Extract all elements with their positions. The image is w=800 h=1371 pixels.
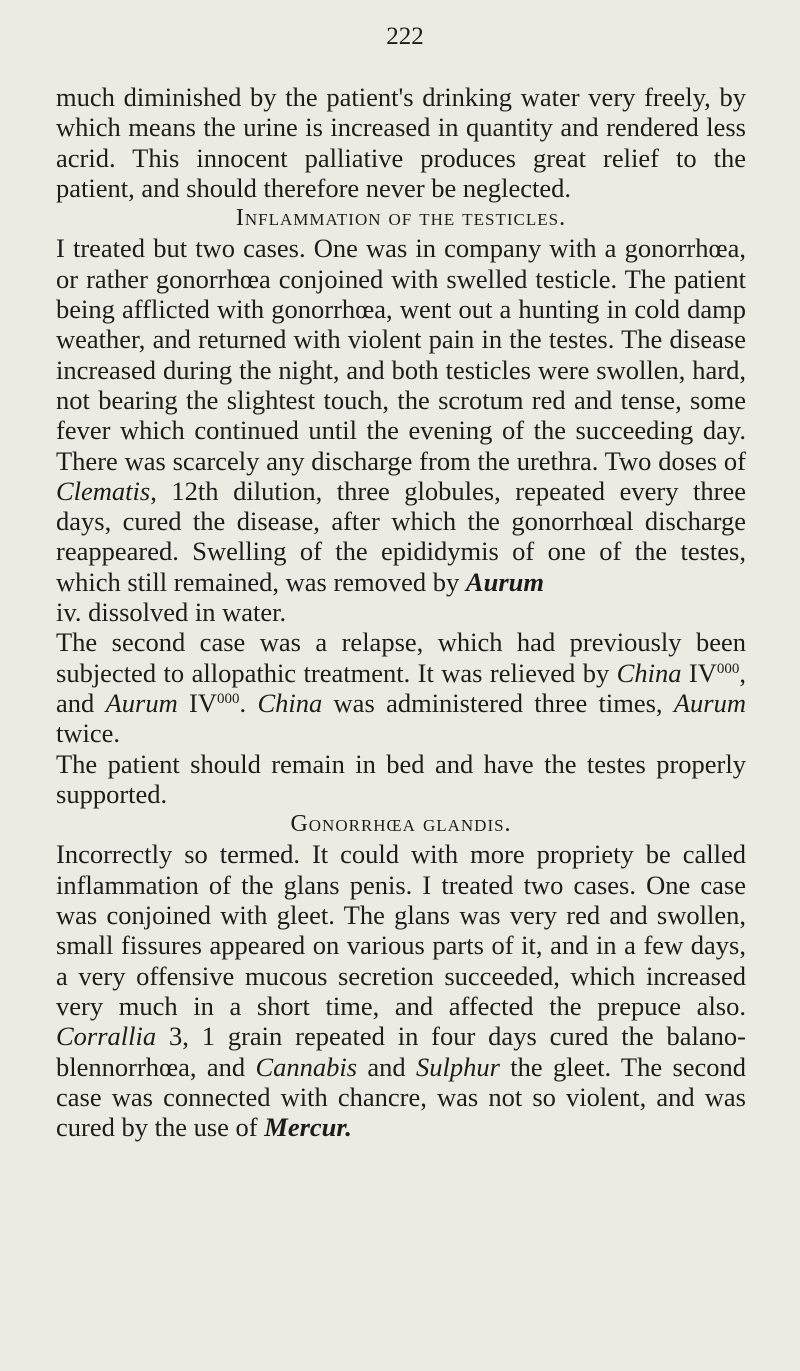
administered-text: was administered three times,	[333, 687, 663, 718]
corrallia-dosage: 3, 1 grain repeated in four days cured the balano-blennorrhœa, and	[56, 1021, 746, 1082]
clematis-dosage: , 12th dilution, three globules, repeated every three days, cured the disease, after which the gonorrhœal discharge reappeared. Swelling of the epididymis of one of the testes, which still remained, was removed by	[56, 475, 746, 597]
remedy-sulphur: Sulphur	[416, 1051, 500, 1082]
remedy-mercur: Mercur.	[264, 1112, 352, 1143]
china-potency: IV	[688, 657, 717, 688]
remedy-aurum-3: Aurum	[673, 687, 747, 718]
aurum-potency-sup: 000	[217, 690, 240, 707]
paragraph-second-case	[56, 627, 746, 748]
paragraph-first-case	[56, 233, 746, 627]
section-heading-gonorrhoea-glandis: Gonorrhœa glandis.	[290, 811, 512, 838]
and-text: , and	[56, 657, 747, 718]
second-glans-case: the gleet. The second case was connected with chancre, was not so violent, and was cured by the use of	[56, 1051, 747, 1143]
paragraph-glans-cases	[56, 839, 746, 1142]
remedy-cannabis: Cannabis	[255, 1051, 358, 1082]
second-case-text: The second case was a relapse, which had previously been subjected to allopathic treatment. It was relieved by	[56, 627, 746, 688]
remedy-corrallia: Corrallia	[56, 1021, 157, 1052]
remedy-china: China	[616, 657, 682, 688]
aurum-dosage: iv. dissolved in water.	[56, 597, 287, 628]
and-text-2: and	[367, 1051, 406, 1082]
glans-cases-text: Incorrectly so termed. It could with more propriety be called inflammation of the glans penis. I treated two cases. One case was conjoined with gleet. The glans was very red and swollen, small fissures appeared on various parts of it, and in a few days, a very offensive mucous secretion succeeded, which increased very much in a short time, and affected the prepuce also.	[56, 839, 746, 1021]
remedy-china-2: China	[257, 687, 323, 718]
book-page	[56, 22, 746, 1142]
remedy-aurum: Aurum	[465, 566, 544, 597]
page-number: 222	[386, 23, 424, 50]
first-case-text: I treated but two cases. One was in company with a gonorrhœa, or rather gonorrhœa conjoined with swelled testicle. The patient being afflicted with gonorrhœa, went out a hunting in cold damp weather, and returned with violent pain in the testes. The disease increased during the night, and both testicles were swollen, hard, not bearing the slightest touch, the scrotum red and tense, some fever which continued until the evening of the succeeding day. There was scarcely any discharge from the urethra. Two doses of	[56, 233, 746, 476]
period: .	[239, 687, 247, 718]
section-heading-testicles: Inflammation of the testicles.	[235, 205, 567, 232]
paragraph-bed-rest: The patient should remain in bed and have the testes properly supported.	[56, 748, 746, 809]
remedy-clematis: Clematis	[56, 475, 151, 506]
china-potency-sup: 000	[716, 660, 740, 677]
twice-text: twice.	[56, 718, 121, 749]
remedy-aurum-2: Aurum	[105, 687, 178, 718]
aurum-potency: IV	[189, 687, 217, 718]
paragraph-palliative: much diminished by the patient's drinking water very freely, by which means the urine is increased in quantity and rendered less acrid. This innocent palliative produces great relief to the patient, and should therefore never be neglected.	[56, 82, 746, 203]
